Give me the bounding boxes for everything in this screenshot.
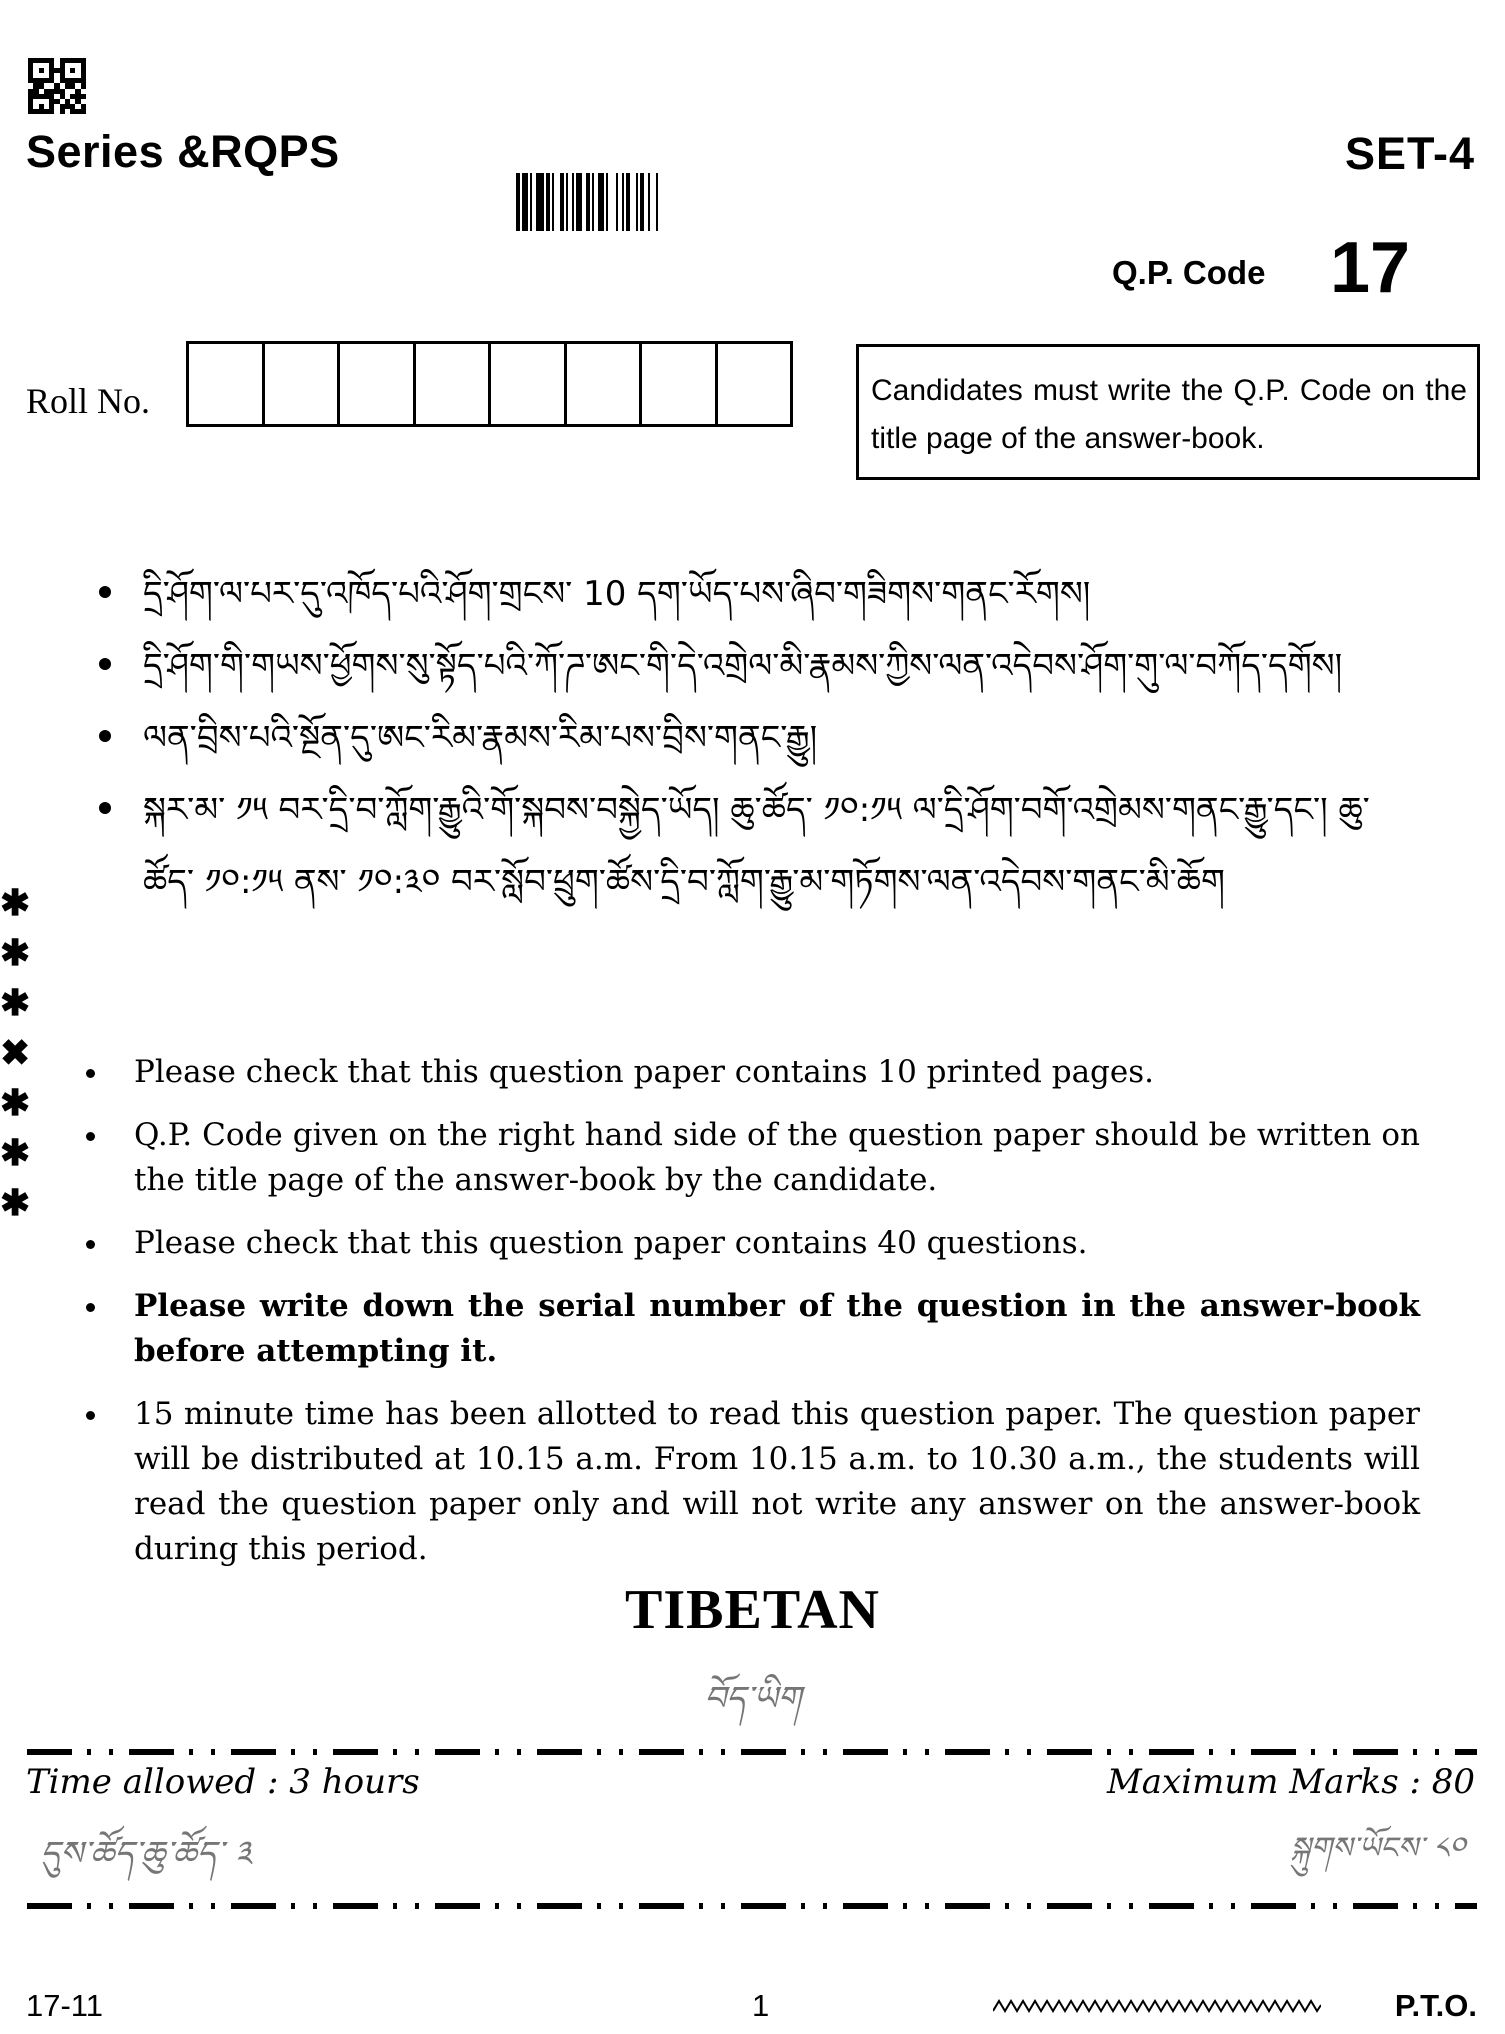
asterisk-mark-icon: ✱: [0, 1133, 31, 1173]
candidate-notice-box: Candidates must write the Q.P. Code on the title page of the answer-book.: [856, 344, 1480, 480]
please-turn-over: P.T.O.: [1394, 1988, 1477, 2023]
margin-marks: [0, 878, 31, 1228]
roll-number-boxes[interactable]: [186, 341, 793, 427]
bullet-icon: [99, 586, 111, 598]
tibetan-instruction-item: སྐར་མ་ ༡༥ བར་དྲི་བ་ཀློག་རྒྱུའི་གོ་སྐབས་བསྐྱེད་ཡོད། ཆུ་ཚོད་ ༡༠:༡༥ ལ་དྲི་ཤོག་བགོ་འགྲེམས་གནང་རྒྱུ་དང་། ཆུ་ཚོད་ ༡༠:༡༥ ནས་ ༡༠:༣༠ བར་སློབ་ཕྲུག་ཚོས་དྲི་བ་ཀློག་རྒྱུ་མ་གཏོགས་ལན་འདེབས་གནང་མི་ཆོག: [95, 774, 1380, 918]
barcode-icon: [516, 173, 686, 231]
bullet-icon: [86, 1069, 95, 1078]
subject-title: TIBETAN: [625, 1579, 880, 1641]
bullet-icon: [99, 730, 111, 742]
set-label: SET-4: [1344, 128, 1475, 179]
roll-digit-box[interactable]: [491, 344, 567, 424]
bullet-icon: [86, 1303, 95, 1312]
roll-number-label: Roll No.: [26, 381, 151, 421]
roll-digit-box[interactable]: [416, 344, 492, 424]
asterisk-mark-icon: ✱: [0, 1183, 31, 1223]
roll-digit-box[interactable]: [718, 344, 791, 424]
maximum-marks-tibetan-handwritten: སྐུགས་ཡོངས་ ༨༠: [1290, 1831, 1465, 1866]
tibetan-instructions: [95, 558, 1380, 918]
roll-digit-box[interactable]: [189, 344, 265, 424]
cross-mark-icon: ✖: [0, 1033, 31, 1073]
page-number: 1: [752, 1988, 770, 2023]
asterisk-mark-icon: ✱: [0, 983, 31, 1023]
asterisk-mark-icon: ✱: [0, 933, 31, 973]
bullet-icon: [86, 1240, 95, 1249]
instruction-item: Please check that this question paper contains 10 printed pages.: [82, 1050, 1420, 1095]
instruction-item-bold: Please write down the serial number of the question in the answer-book before attempting it.: [82, 1284, 1420, 1374]
maximum-marks: Maximum Marks : 80: [1106, 1762, 1475, 1802]
tibetan-instruction-item: དྲི་ཤོག་གི་གཡས་ཕྱོགས་སུ་སྟོད་པའི་ཀོ་ཌ་ཨང་གི་དེ་འགྲེལ་མི་རྣམས་ཀྱིས་ལན་འདེབས་ཤོག་གུ་ལ་བཀོད་དགོས།: [95, 630, 1380, 702]
qr-code-icon: [28, 58, 86, 114]
instruction-item: 15 minute time has been allotted to read this question paper. The question paper will be distributed at 10.15 a.m. From 10.15 a.m. to 10.30 a.m., the students will read the question paper only and will not write any answer on the answer-book during this period.: [82, 1392, 1420, 1572]
subject-title-tibetan-handwritten: བོད་ཡིག: [703, 1679, 802, 1719]
asterisk-mark-icon: ✱: [0, 1083, 31, 1123]
qp-code-value: 17: [1330, 228, 1411, 308]
dashed-divider: [27, 1749, 1477, 1755]
bullet-icon: [86, 1411, 95, 1420]
time-allowed-tibetan-handwritten: དུས་ཚོད་ཆུ་ཚོད་ ༣: [40, 1834, 252, 1874]
bullet-icon: [99, 802, 111, 814]
time-allowed: Time allowed : 3 hours: [26, 1762, 420, 1802]
roll-digit-box[interactable]: [340, 344, 416, 424]
bullet-icon: [86, 1132, 95, 1141]
tibetan-instruction-item: དྲི་ཤོག་ལ་པར་དུ་འཁོད་པའི་ཤོག་གྲངས་ 10 དག་ཡོད་པས་ཞིབ་གཟིགས་གནང་རོགས།: [95, 558, 1380, 630]
english-instructions: [82, 1050, 1420, 1590]
roll-digit-box[interactable]: [642, 344, 718, 424]
instruction-item: Please check that this question paper contains 40 questions.: [82, 1221, 1420, 1266]
roll-digit-box[interactable]: [567, 344, 643, 424]
paper-code-footer: 17-11: [26, 1988, 103, 2023]
dashed-divider: [27, 1903, 1477, 1909]
instruction-item: Q.P. Code given on the right hand side of the question paper should be written on the title page of the answer-book by the candidate.: [82, 1113, 1420, 1203]
roll-digit-box[interactable]: [265, 344, 341, 424]
series-label: Series &RQPS: [26, 126, 340, 177]
qp-code-label: Q.P. Code: [1112, 254, 1266, 291]
bullet-icon: [99, 658, 111, 670]
tibetan-instruction-item: ལན་བྲིས་པའི་སྔོན་དུ་ཨང་རིམ་རྣམས་རིམ་པས་བྲིས་གནང་རྒྱུ།: [95, 702, 1380, 774]
zigzag-line-icon: [993, 1995, 1321, 2017]
asterisk-mark-icon: ✱: [0, 883, 31, 923]
